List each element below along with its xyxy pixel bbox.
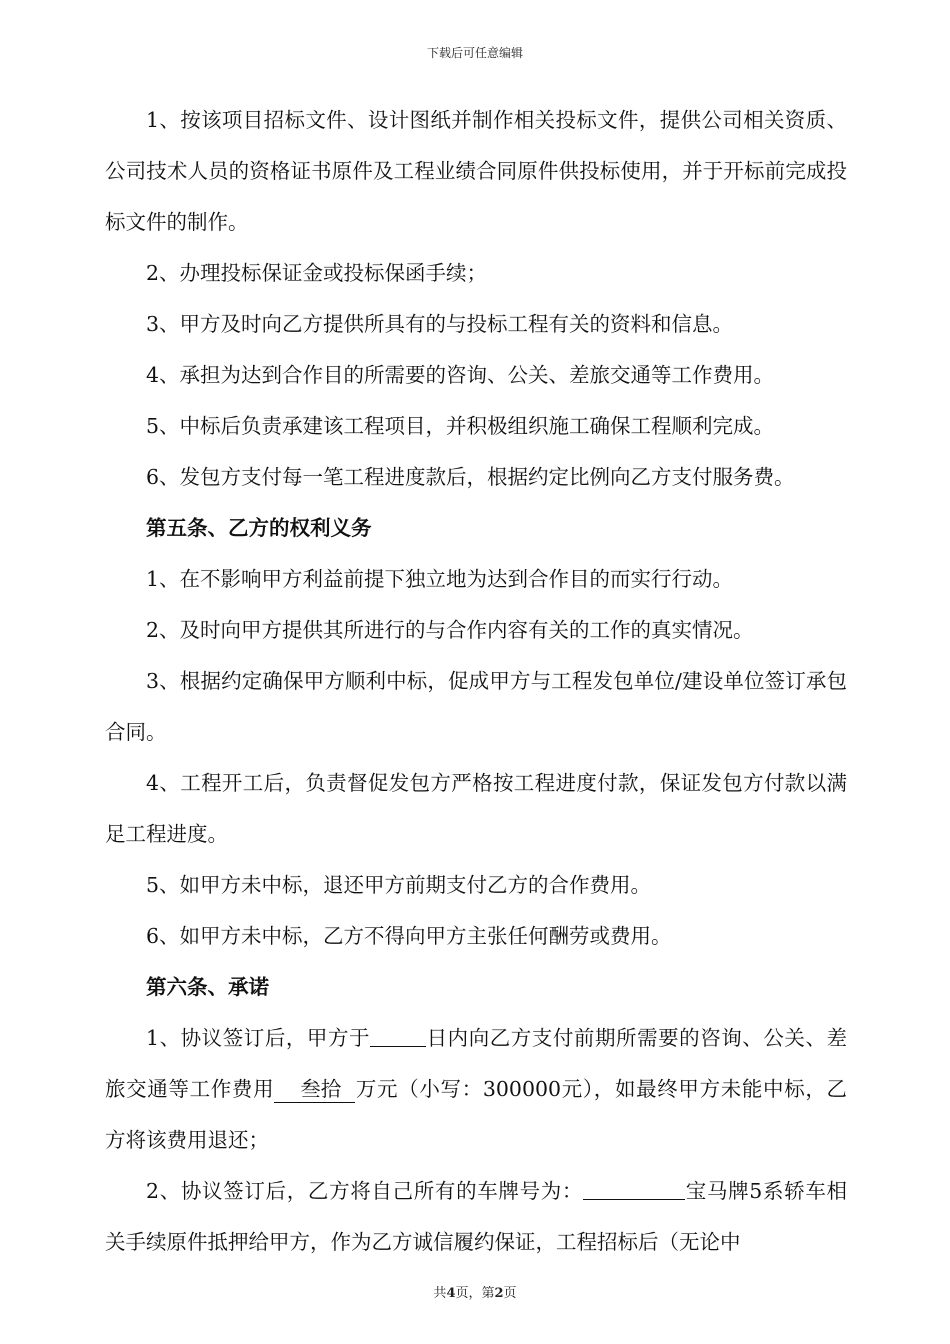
clause-a6: 6、发包方支付每一笔工程进度款后，根据约定比例向乙方支付服务费。 bbox=[146, 465, 795, 489]
clause-a2: 2、办理投标保证金或投标保函手续； bbox=[146, 261, 488, 285]
clause-b2: 2、及时向甲方提供其所进行的与合作内容有关的工作的真实情况。 bbox=[146, 618, 754, 642]
clause-a1: 1、按该项目招标文件、设计图纸并制作相关投标文件，提供公司相关资质、公司技术人员的资格证书原件及工程业绩合同原件供投标使用，并于开标前完成投标文件的制作。 bbox=[105, 108, 847, 234]
clause-c2 bbox=[105, 1166, 847, 1268]
clause-a3: 3、甲方及时向乙方提供所具有的与投标工程有关的资料和信息。 bbox=[146, 312, 734, 336]
footer-pre: 共 bbox=[433, 1286, 447, 1301]
clause-c1 bbox=[105, 1013, 847, 1166]
section-5-title: 第五条、乙方的权利义务 bbox=[146, 516, 372, 540]
clause-c1-text-1: 1、协议签订后，甲方于 bbox=[146, 1026, 371, 1050]
clause-c1-text-2: 日内向乙方支付前期所需要的咨询、公关、差旅交通等工作费用 bbox=[105, 1026, 847, 1101]
days-blank bbox=[370, 1024, 426, 1047]
section-6-title: 第六条、承诺 bbox=[146, 975, 269, 999]
clause-c2-text-1: 2、协议签订后，乙方将自己所有的车牌号为： bbox=[146, 1179, 584, 1203]
footer-total-pages: 4 bbox=[446, 1286, 456, 1301]
document-body bbox=[105, 95, 847, 1268]
footer-current-page: 2 bbox=[494, 1286, 504, 1301]
clause-b1: 1、在不影响甲方利益前提下独立地为达到合作目的而实行行动。 bbox=[146, 567, 734, 591]
clause-b5: 5、如甲方未中标，退还甲方前期支付乙方的合作费用。 bbox=[146, 873, 652, 897]
clause-b4: 4、工程开工后，负责督促发包方严格按工程进度付款，保证发包方付款以满足工程进度。 bbox=[105, 771, 847, 846]
clause-c1-text-3: 万元（小写：300000元），如最终甲方未能中标，乙方将该费用退还； bbox=[105, 1077, 848, 1152]
clause-c2-text-2: 宝马牌5系轿车相关手续原件抵押给甲方，作为乙方诚信履约保证，工程招标后（无论中 bbox=[105, 1179, 848, 1254]
footer-mid: 页，第 bbox=[455, 1286, 495, 1301]
plate-number-blank bbox=[583, 1177, 685, 1200]
amount-fill: 叁拾 bbox=[274, 1076, 355, 1103]
clause-a5: 5、中标后负责承建该工程项目，并积极组织施工确保工程顺利完成。 bbox=[146, 414, 775, 438]
page-header: 下载后可任意编辑 bbox=[426, 46, 523, 60]
clause-b3: 3、根据约定确保甲方顺利中标，促成甲方与工程发包单位/建设单位签订承包合同。 bbox=[105, 669, 847, 744]
footer-post: 页 bbox=[503, 1286, 517, 1301]
clause-b6: 6、如甲方未中标，乙方不得向甲方主张任何酬劳或费用。 bbox=[146, 924, 672, 948]
clause-a4: 4、承担为达到合作目的所需要的咨询、公关、差旅交通等工作费用。 bbox=[146, 363, 775, 387]
page-footer bbox=[0, 1282, 950, 1301]
